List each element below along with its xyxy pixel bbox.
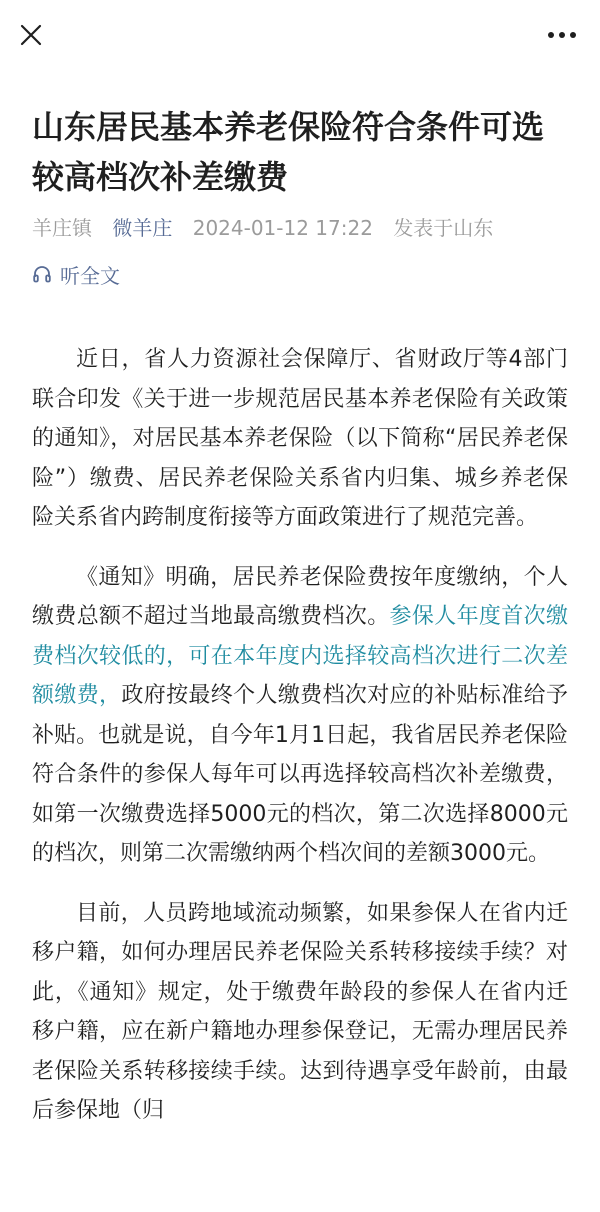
paragraph-2 — [32, 558, 568, 874]
paragraph-3: 目前，人员跨地域流动频繁，如果参保人在省内迁移户籍，如何办理居民养老保险关系转移接续手续？对此，《通知》规定，处于缴费年龄段的参保人在省内迁移户籍，应在新户籍地办理参保登记，无需办理居民养老保险关系转移接续手续。达到待遇享受年龄前，由最后参保地（归 — [32, 900, 568, 1123]
more-options-button[interactable] — [542, 20, 582, 50]
highlighted-policy-text: 参保人年度首次缴费档次较低的，可在本年度内选择较高档次进行二次差额缴费， — [32, 604, 568, 708]
paragraph-2-text-b: 政府按最终个人缴费档次对应的补贴标准给予补贴。也就是说，自今年1月1日起，我省居民养老保险符合条件的参保人每年可以再选择较高档次补差缴费，如第一次缴费选择5000元的档次，第二次选择8000元的档次，则第二次需缴纳两个档次间的差额3000元。 — [32, 683, 568, 866]
article-body — [32, 340, 568, 1151]
source-name: 羊庄镇 — [32, 216, 92, 240]
paragraph-1: 近日，省人力资源社会保障厅、省财政厅等4部门联合印发《关于进一步规范居民基本养老保险有关政策的通知》，对居民基本养老保险（以下简称“居民养老保险”）缴费、居民养老保险关系省内归集、城乡养老保险关系省内跨制度衔接等方面政策进行了规范完善。 — [32, 347, 568, 530]
account-name-link[interactable]: 微羊庄 — [112, 216, 173, 240]
close-icon — [19, 23, 43, 47]
close-button[interactable] — [14, 18, 48, 52]
more-dots-icon — [547, 31, 577, 39]
article-title: 山东居民基本养老保险符合条件可选较高档次补差缴费 — [32, 108, 545, 196]
publish-location: 发表于山东 — [393, 216, 494, 240]
listen-full-text-button[interactable] — [32, 258, 120, 290]
article-meta — [32, 212, 582, 244]
publish-datetime: 2024-01-12 17:22 — [192, 216, 373, 240]
paragraph-2-text-a: 《通知》明确，居民养老保险费按年度缴纳，个人缴费总额不超过当地最高缴费档次。 — [32, 564, 568, 629]
top-bar — [0, 0, 600, 72]
headphones-icon — [32, 264, 52, 284]
listen-label: 听全文 — [60, 263, 120, 288]
